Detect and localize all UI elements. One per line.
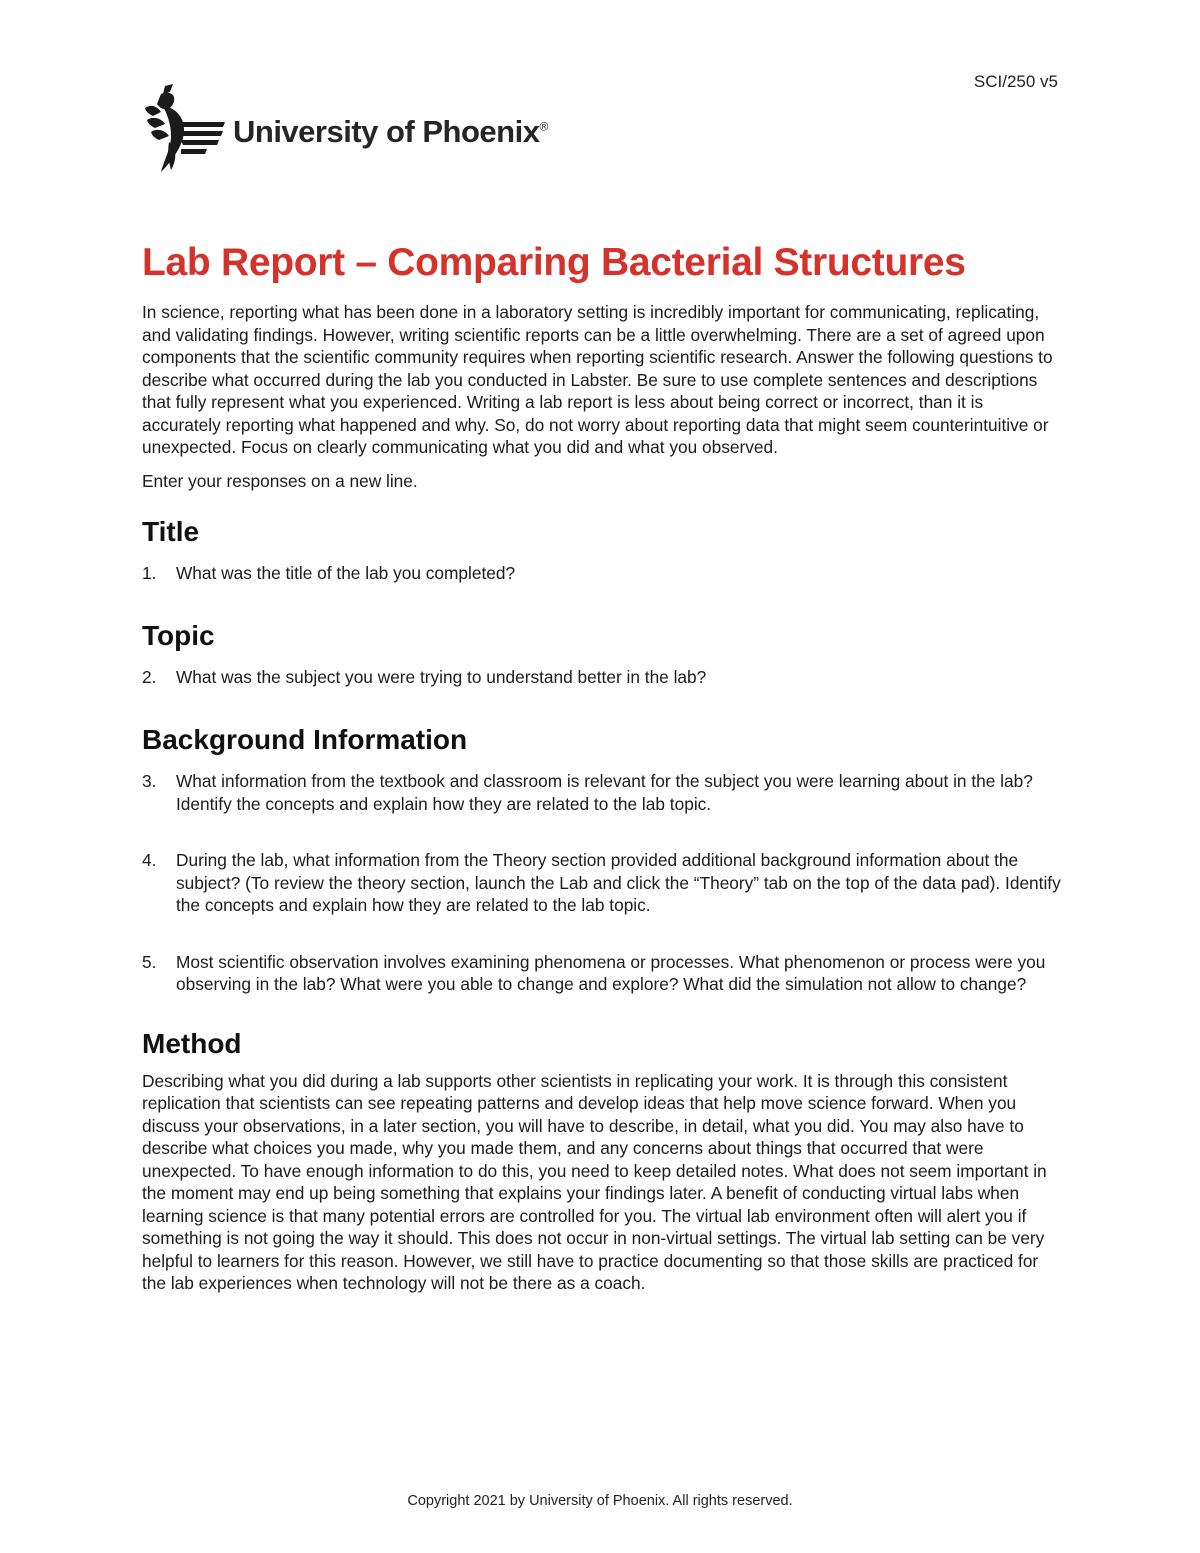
question-text: What was the title of the lab you completed?	[176, 563, 516, 583]
question-text: During the lab, what information from the Theory section provided additional background information about the subject? (To review the theory section, launch the Lab and click the “Theory” tab on the top of the data pad). Identify the concepts and explain how they are related to the lab topic.	[176, 850, 1061, 915]
registered-mark: ®	[539, 119, 548, 134]
intro-paragraph: In science, reporting what has been done in a laboratory setting is incredibly important for communicating, replicating, and validating findings. However, writing scientific reports can be a little overwhelming. There are a set of agreed upon components that the scientific community requires when reporting scientific research. Answer the following questions to describe what occurred during the lab you conducted in Labster. Be sure to use complete sentences and descriptions that fully represent what you experienced. Writing a lab report is less about being correct or incorrect, than it is accurately reporting what happened and why. So, do not worry about reporting data that might seem counterintuitive or unexpected. Focus on clearly communicating what you did and what you observed.	[142, 302, 1053, 457]
method-paragraph: Describing what you did during a lab supports other scientists in replicating your work. It is through this consistent replication that scientists can see repeating patterns and develop ideas that help move science forward. When you discuss your observations, in a later section, you will have to describe, in detail, what you did. You may also have to describe what choices you made, why you made them, and any concerns about things that occurred that were unexpected. To have enough information to do this, you need to keep detailed notes. What does not seem important in the moment may end up being something that explains your findings later. A benefit of conducting virtual labs when learning science is that many potential errors are controlled for you. The virtual lab environment often will alert you if something is not going the way it should. This does not occur in non-virtual settings. The virtual lab setting can be very helpful to learners for this reason. However, we still have to practice documenting so that those skills are practiced for the lab experiences when technology will not be there as a coach.	[142, 1070, 1047, 1293]
question-number: 4.	[142, 850, 157, 870]
section-heading-background: Background Information	[142, 724, 468, 755]
question-number: 3.	[142, 771, 157, 791]
section-heading-title: Title	[142, 516, 200, 547]
question-item	[142, 562, 1062, 585]
page-title: Lab Report – Comparing Bacterial Structures	[142, 241, 966, 284]
section-heading-method: Method	[142, 1027, 242, 1059]
instruction-text: Enter your responses on a new line.	[142, 470, 418, 491]
document-code: SCI/250 v5	[973, 72, 1058, 91]
question-number: 2.	[142, 666, 157, 687]
document-body	[142, 237, 1062, 1295]
phoenix-bird-icon	[143, 82, 227, 176]
question-item	[142, 951, 1062, 996]
question-text: Most scientific observation involves examining phenomena or processes. What phenomenon or process were you observing in the lab? What were you able to change and explore? What did the simulation not allow to change?	[176, 951, 1046, 994]
logo-wordmark: University of Phoenix®	[233, 114, 548, 149]
section-heading-topic: Topic	[142, 619, 215, 651]
question-number: 1.	[142, 563, 157, 583]
question-number: 5.	[142, 951, 157, 972]
question-item	[142, 849, 1062, 917]
question-text: What was the subject you were trying to understand better in the lab?	[176, 666, 707, 687]
question-item	[142, 770, 1062, 815]
question-text: What information from the textbook and classroom is relevant for the subject you were learning about in the lab? Identify the concepts and explain how they are related to the lab topic.	[176, 771, 1033, 814]
question-item	[142, 666, 1062, 689]
copyright-footer: Copyright 2021 by University of Phoenix. All rights reserved.	[407, 1493, 793, 1509]
university-logo	[143, 82, 548, 176]
